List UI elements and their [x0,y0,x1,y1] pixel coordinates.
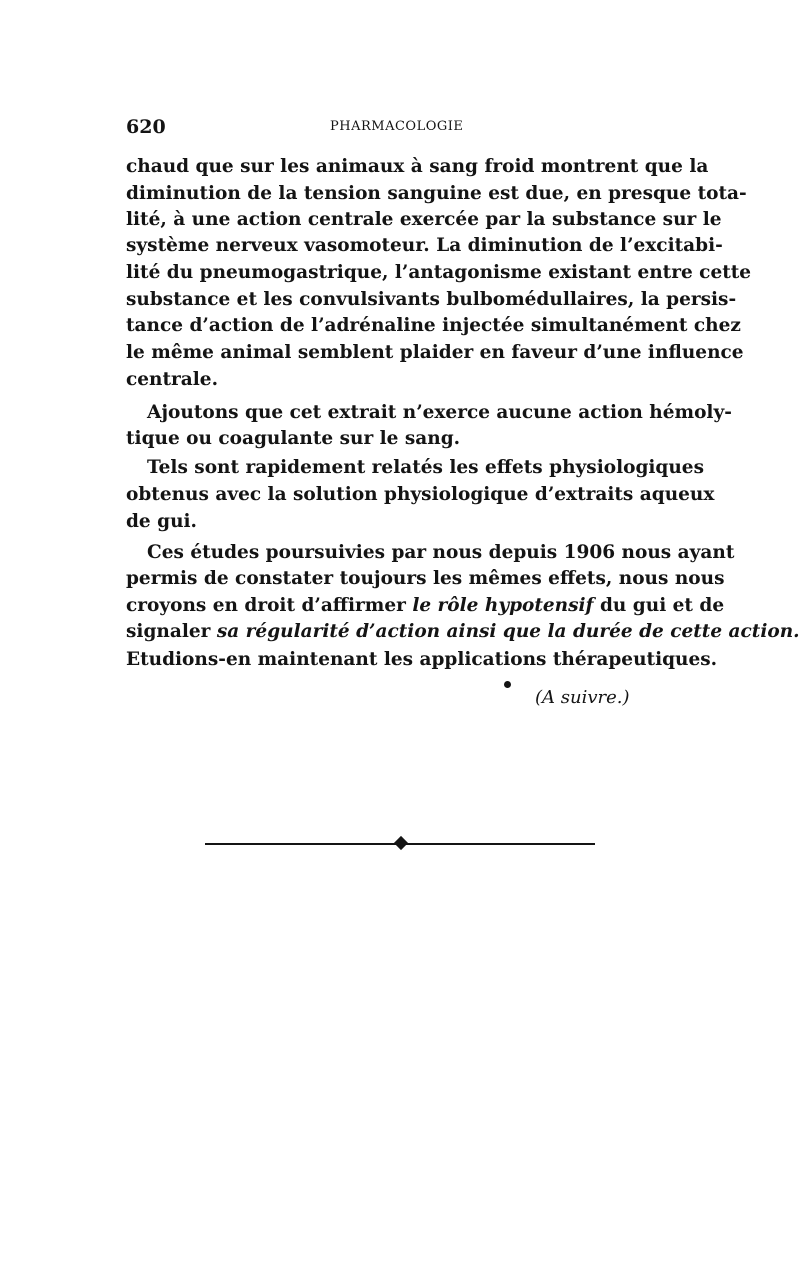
text-line: Ces études poursuivies par nous depuis 1906 nous ayant [147,542,735,563]
text-line: Ajoutons que cet extrait n’exerce aucune action hémoly- [147,402,732,423]
text-line: système nerveux vasomoteur. La diminution de l’excitabi- [126,235,723,256]
text-line: diminution de la tension sanguine est due, en presque tota- [126,183,747,204]
text-line: Etudions-en maintenant les applications thérapeutiques. [126,649,718,670]
text-segment: croyons en droit d’affirmer [126,595,406,616]
text-line [126,593,725,619]
text-line: centrale. [126,369,219,390]
text-line: lité, à une action centrale exercée par la substance sur le [126,209,722,230]
text-line: substance et les convulsivants bulbomédullaires, la persis- [126,289,737,310]
text-line: tance d’action de l’adrénaline injectée simultanément chez [126,315,741,336]
text-line: permis de constater toujours les mêmes effets, nous nous [126,568,725,589]
to-be-continued: (A suivre.) [535,687,630,708]
text-segment: signaler [126,621,211,642]
text-line: obtenus avec la solution physiologique d’extraits aqueux [126,484,715,505]
text-line: de gui. [126,511,198,532]
text-segment-italic: sa régularité d’action ainsi que la durée de cette action. [216,621,800,642]
text-line: chaud que sur les animaux à sang froid montrent que la [126,156,709,177]
page-number: 620 [126,116,166,138]
text-line: tique ou coagulante sur le sang. [126,428,461,449]
text-line: Tels sont rapidement relatés les effets physiologiques [147,457,704,478]
text-segment: du gui et de [599,595,725,616]
rule-diamond-ornament [394,836,408,850]
text-line: le même animal semblent plaider en faveur d’une influence [126,342,744,363]
text-line: lité du pneumogastrique, l’antagonisme existant entre cette [126,262,752,283]
text-segment-italic: le rôle hypotensif [412,595,594,616]
ornament-dot [504,681,511,688]
text-line [126,619,800,645]
page-header [126,116,674,142]
running-title: PHARMACOLOGIE [330,119,464,134]
